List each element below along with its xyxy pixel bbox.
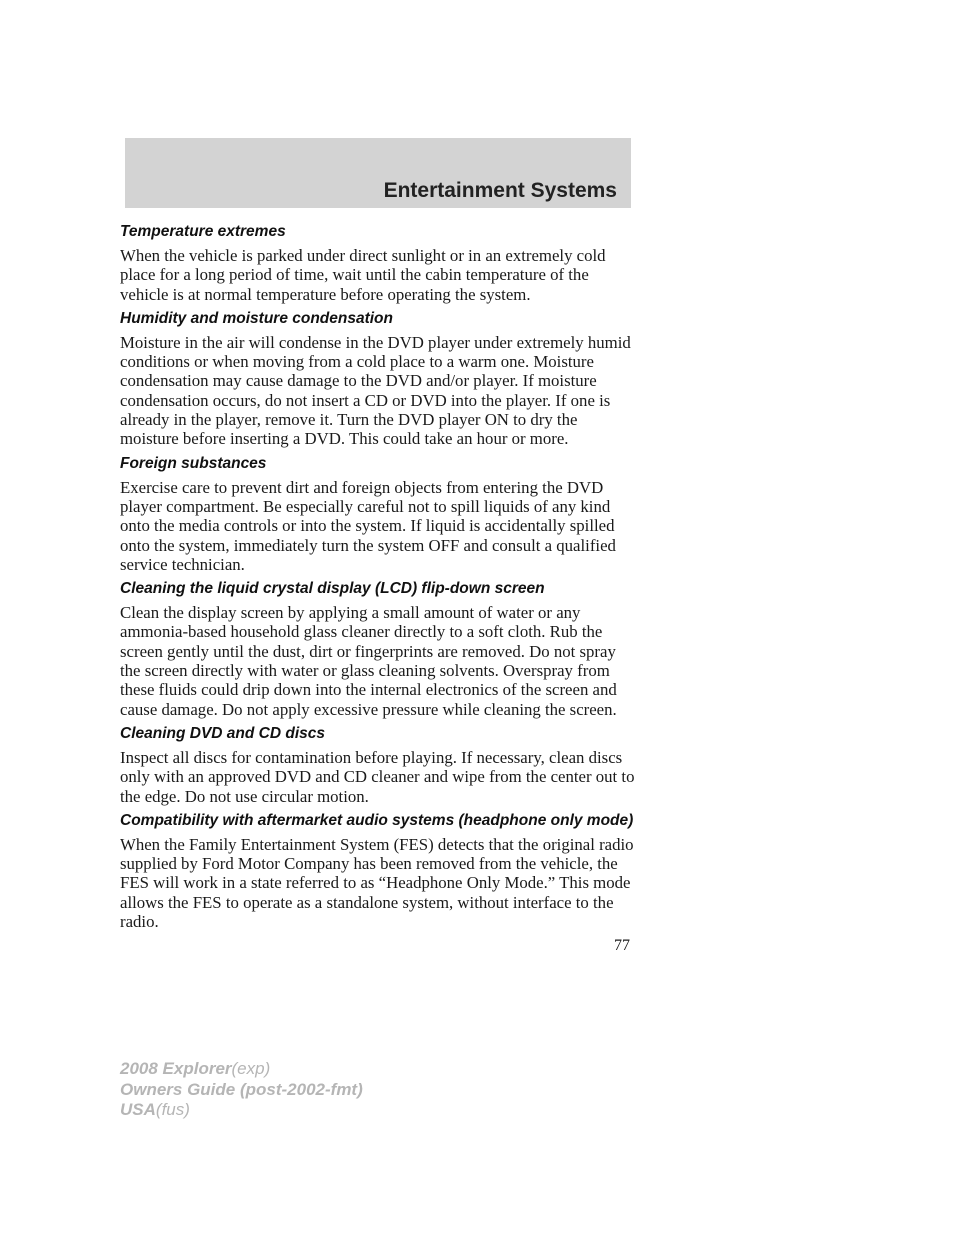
- section-heading: Compatibility with aftermarket audio systems (headphone only mode): [120, 811, 634, 829]
- section-humidity-moisture: [120, 310, 640, 449]
- section-heading: Cleaning DVD and CD discs: [120, 724, 325, 742]
- section-heading: Cleaning the liquid crystal display (LCD) flip-down screen: [120, 580, 545, 598]
- section-paragraph: Inspect all discs for contamination before playing. If necessary, clean discs only with an approved DVD and CD cleaner and wipe from the center out to the edge. Do not use circular motion.: [120, 747, 635, 806]
- section-heading: Humidity and moisture condensation: [120, 309, 393, 327]
- section-paragraph: When the Family Entertainment System (FES) detects that the original radio supplied by Ford Motor Company has been removed from the vehicle, the FES will work in a state referred to as “Headphone Only Mode.” This mode allows the FES to operate as a standalone system, without interface to the radio.: [120, 834, 634, 932]
- section-foreign-substances: [120, 455, 640, 574]
- section-paragraph: Clean the display screen by applying a small amount of water or any ammonia-based household glass cleaner directly to a soft cloth. Rub the screen gently until the dust, dirt or fingerprints are removed. Do not spray the screen directly with water or glass cleaning solvents. Overspray from these fluids could drip down into the internal electronics of the screen and cause damage. Do not apply excessive pressure while cleaning the screen.: [120, 603, 617, 719]
- section-heading: Foreign substances: [120, 454, 267, 472]
- section-cleaning-discs: [120, 725, 640, 806]
- page-content: [120, 217, 640, 937]
- footer-line-model: [120, 1059, 363, 1080]
- section-heading: Temperature extremes: [120, 223, 286, 240]
- document-footer: [120, 1059, 363, 1121]
- section-paragraph: Exercise care to prevent dirt and foreign objects from entering the DVD player compartment. Be especially careful not to spill liquids of any kind onto the media controls or into the system. If liquid is accidentally spilled onto the system, immediately turn the system OFF and consult a qualified service technician.: [120, 477, 616, 574]
- section-header-band: [125, 138, 631, 208]
- page-number: 77: [614, 937, 630, 954]
- footer-market: USA: [120, 1100, 156, 1119]
- footer-line-guide: [120, 1080, 363, 1101]
- section-title: Entertainment Systems: [383, 179, 617, 202]
- footer-model-code: (exp): [231, 1059, 271, 1078]
- section-paragraph: Moisture in the air will condense in the DVD player under extremely humid conditions or when moving from a cold place to a warm one. Moisture condensation may cause damage to the DVD and/or player. If moisture condensation occurs, do not insert a CD or DVD into the player. If one is already in the player, remove it. Turn the DVD player ON to dry the moisture before inserting a DVD. This could take an hour or more.: [120, 332, 631, 449]
- footer-line-market: [120, 1100, 363, 1121]
- footer-model: 2008 Explorer: [120, 1059, 232, 1078]
- section-paragraph: When the vehicle is parked under direct sunlight or in an extremely cold place for a long period of time, wait until the cabin temperature of the vehicle is at normal temperature before operating the system.: [120, 246, 606, 304]
- section-aftermarket-compatibility: [120, 812, 640, 931]
- footer-guide: Owners Guide (post-2002-fmt): [120, 1079, 363, 1099]
- footer-market-code: (fus): [155, 1100, 190, 1119]
- section-cleaning-lcd: [120, 580, 640, 719]
- section-temperature-extremes: [120, 223, 640, 304]
